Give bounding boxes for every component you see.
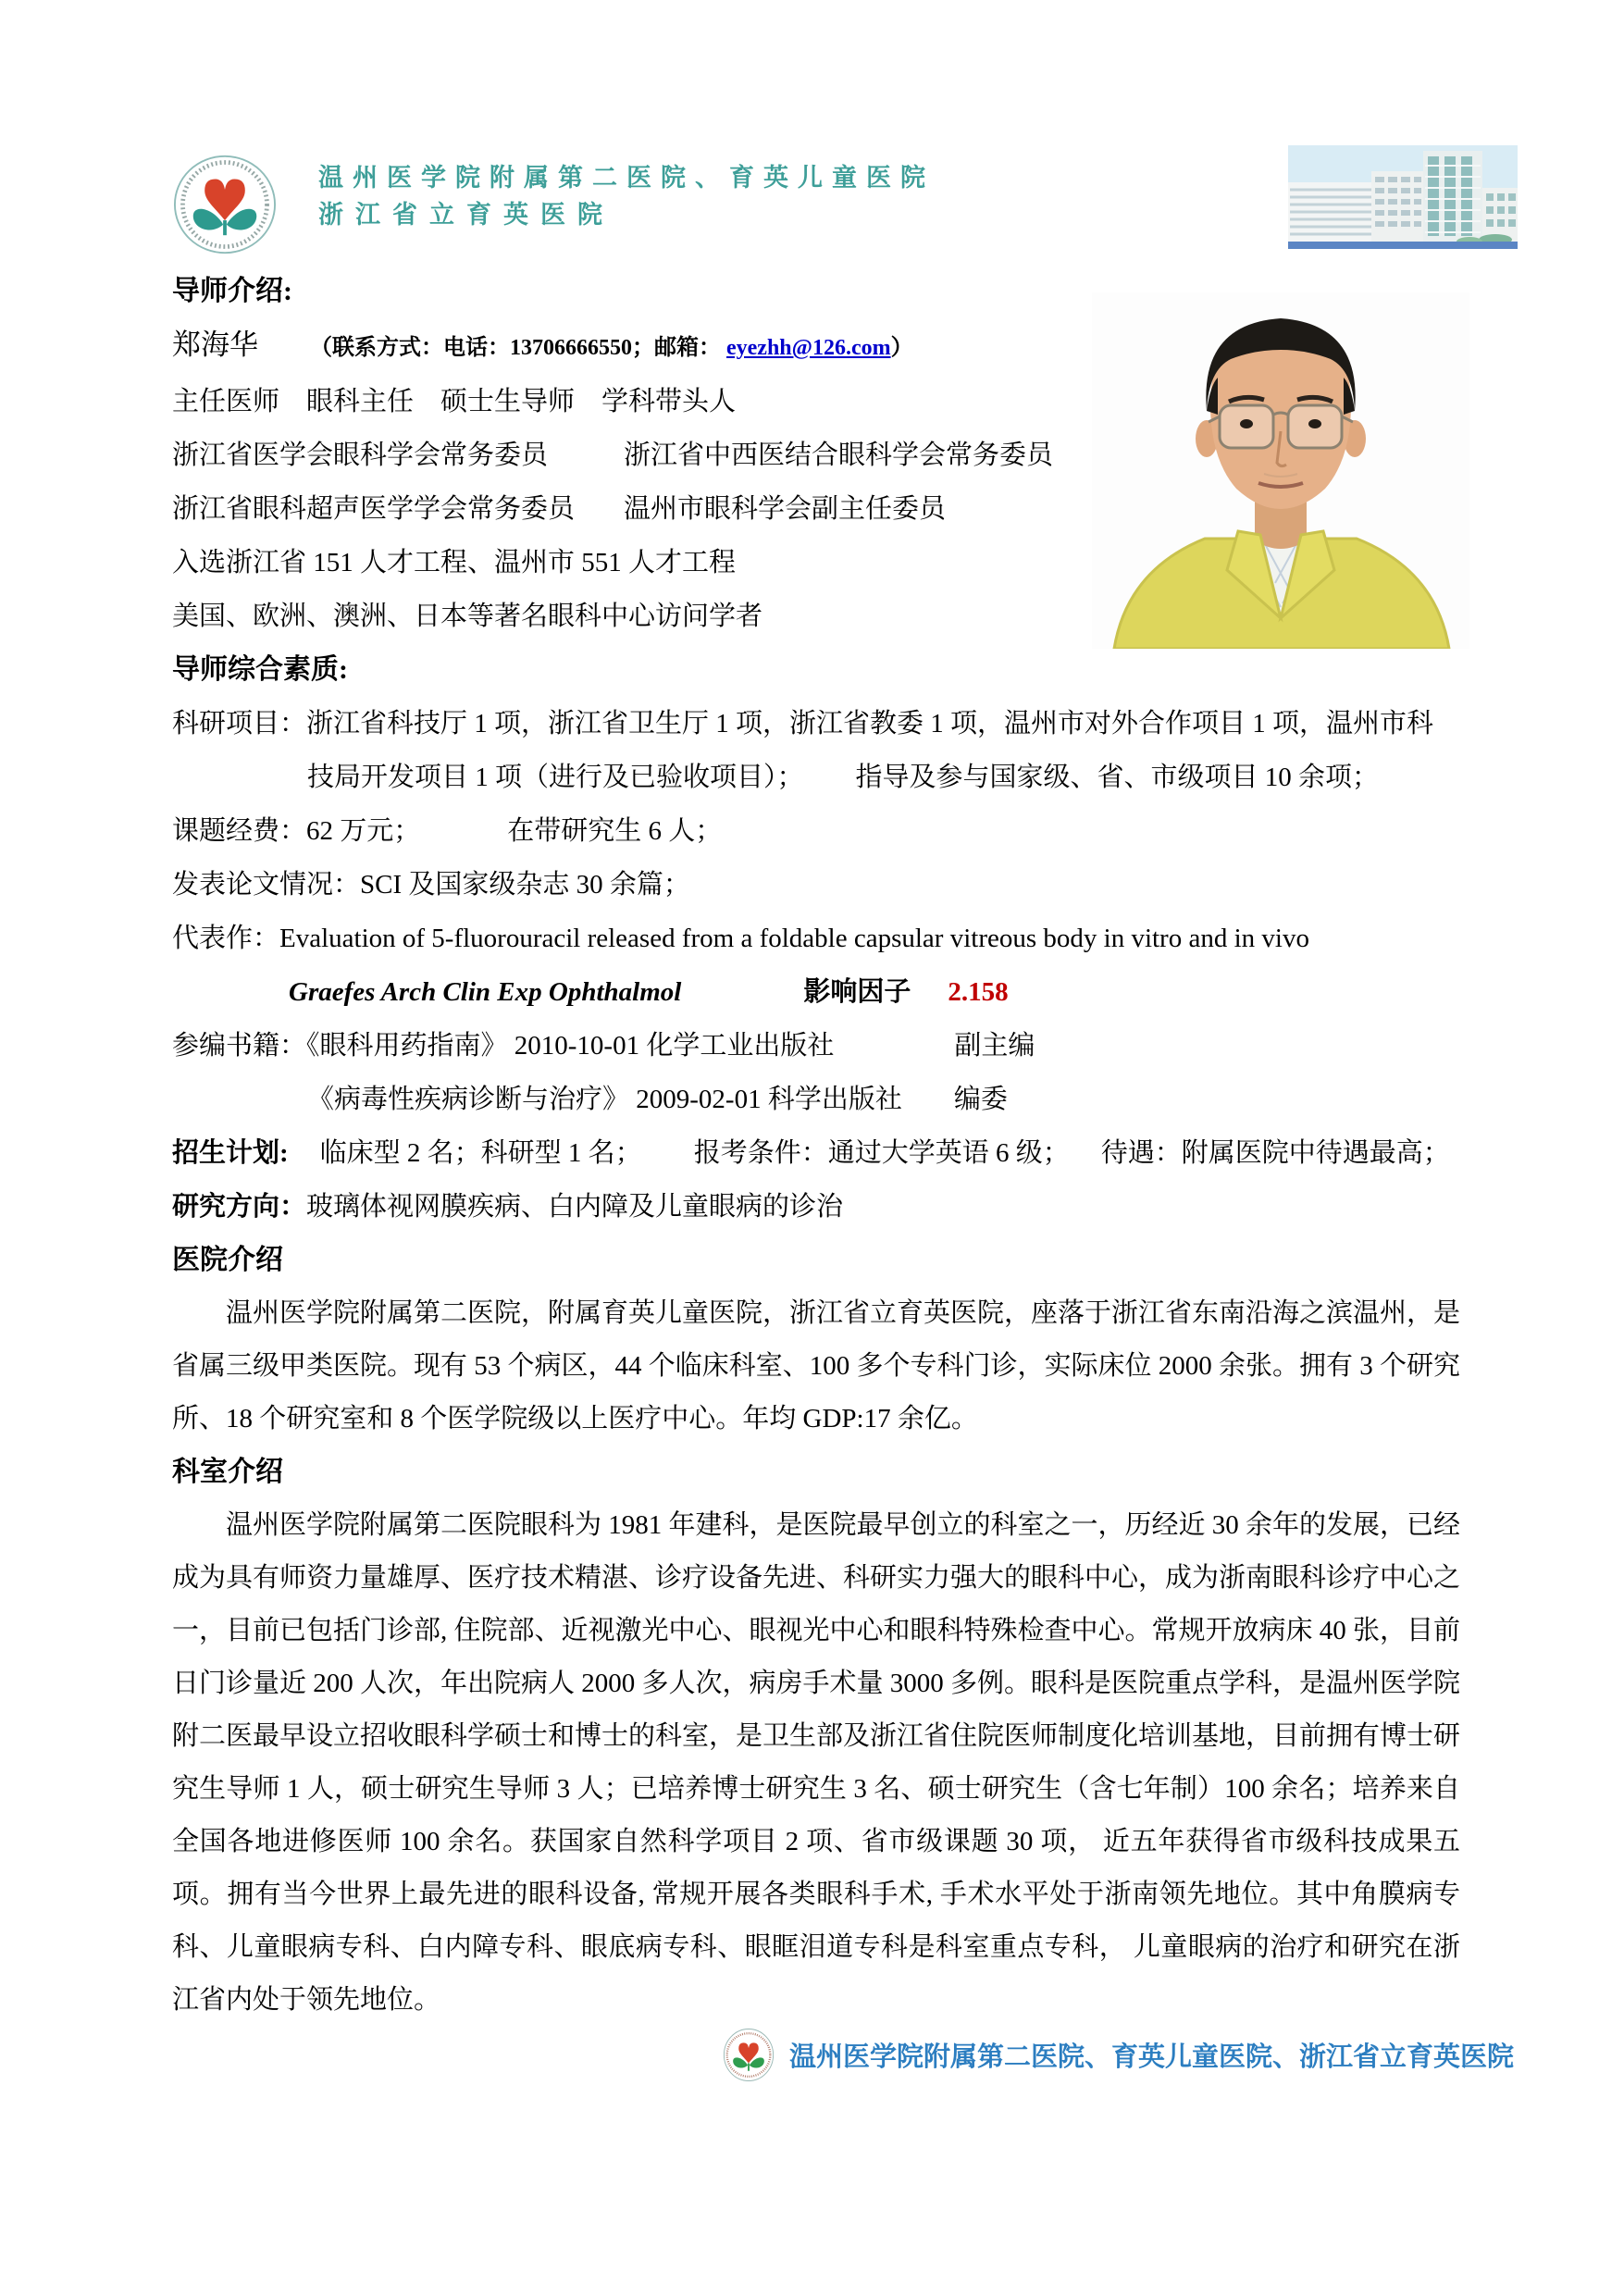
representative-work-line: [172, 912, 1460, 965]
books-label: 参编书籍：: [172, 1031, 307, 1061]
email-link[interactable]: eyezhh@126.com: [726, 336, 891, 360]
book1-title: 《眼科用药指南》 2010-10-01 化学工业出版社: [306, 1031, 835, 1061]
research-direction-line: [172, 1180, 1460, 1234]
funding-amount: 课题经费：62 万元；: [172, 816, 421, 846]
recruitment-requirement: 报考条件：通过大学英语 6 级；: [693, 1138, 1070, 1168]
research-projects-text1: 浙江省科技厅 1 项，浙江省卫生厅 1 项，浙江省教委 1 项，温州市对外合作项目 1 项，温州市科: [306, 709, 1434, 738]
roles-row1: [172, 428, 1460, 482]
students-count: 在带研究生 6 人；: [507, 816, 723, 846]
journal-line: [172, 965, 1460, 1019]
impact-factor-label: 影响因子: [803, 977, 911, 1007]
recruitment-treatment: 待遇：附属医院中待遇最高；: [1100, 1138, 1450, 1168]
research-projects-text2b: 指导及参与国家级、省、市级项目 10 余项；: [855, 763, 1380, 792]
research-projects-line2: [172, 751, 1460, 804]
books-line1: [172, 1019, 1460, 1073]
footer: [723, 2026, 1514, 2084]
role-ultrasound-society: 浙江省眼科超声医学学会常务委员: [172, 494, 576, 524]
department-paragraph: 温州医学院附属第二医院眼科为 1981 年建科，是医院最早创立的科室之一，历经近 30 余年的发展，已经成为具有师资力量雄厚、医疗技术精湛、诊疗设备先进、科研实力强大的眼科中心，成为浙南眼科诊疗中心之一，目前已包括门诊部, 住院部、近视激光中心、眼视光中心和眼科特殊检查中心。常规开放病床 40 张，目前日门诊量近 200 人次，年出院病人 2000 多人次，病房手术量 3000 多例。眼科是医院重点学科，是温州医学院附二医最早设立招收眼科学硕士和博士的科室，是卫生部及浙江省住院医师制度化培训基地，目前拥有博士研究生导师 1 人，硕士研究生导师 3 人；已培养博士研究生 3 名、硕士研究生（含七年制）100 余名；培养来自全国各地进修医师 100 余名。获国家自然科学项目 2 项、省市级课题 30 项， 近五年获得省市级科技成果五项。拥有当今世界上最先进的眼科设备, 常规开展各类眼科手术, 手术水平处于浙南领先地位。其中角膜病专科、儿童眼病专科、白内障专科、眼底病专科、眼眶泪道专科是科室重点专科， 儿童眼病的治疗和研究在浙江省内处于领先地位。: [172, 1510, 1461, 2015]
role-city-society: 温州市眼科学会副主任委员: [624, 494, 947, 524]
role-provincial-society: 浙江省医学会眼科学会常务委员: [172, 441, 549, 470]
representative-label: 代表作：: [172, 924, 280, 953]
hospital-crest-icon: [172, 154, 278, 255]
mentor-intro-heading: 导师介绍:: [172, 276, 292, 306]
research-projects-line1: [172, 697, 1460, 751]
representative-title: Evaluation of 5-fluorouracil released from a foldable capsular vitreous body in vitro and in vivo: [279, 924, 1309, 953]
book2-role: 编委: [953, 1085, 1008, 1114]
mentor-quality-heading: 导师综合素质:: [172, 654, 348, 685]
hospital-buildings-photo: [1288, 145, 1518, 249]
hospital-section-heading: 医院介绍: [172, 1245, 283, 1275]
footer-hospital-crest-icon: [723, 2026, 775, 2084]
research-projects-text2a: 技局开发项目 1 项（进行及已验收项目）；: [307, 763, 804, 792]
books-line2: [172, 1073, 1460, 1126]
journal-name: Graefes Arch Clin Exp Ophthalmol: [289, 977, 682, 1007]
talent-programs-line: 入选浙江省 151 人才工程、温州市 551 人才工程: [172, 548, 737, 577]
contact-suffix: ）: [890, 336, 913, 360]
impact-factor-value: 2.158: [948, 977, 1009, 1007]
hospital-paragraph: 温州医学院附属第二医院，附属育英儿童医院，浙江省立育英医院，座落于浙江省东南沿海之滨温州，是省属三级甲类医院。现有 53 个病区，44 个临床科室、100 多个专科门诊，实际床位 2000 余张。拥有 3 个研究所、18 个研究室和 8 个医学院级以上医疗中心。年均 GDP:17 余亿。: [172, 1298, 1461, 1433]
document-body: [172, 265, 1460, 2027]
research-projects-label: 科研项目：: [172, 709, 307, 738]
header-hospital-name: [318, 159, 935, 233]
titles-line: 主任医师 眼科主任 硕士生导师 学科带头人: [172, 387, 737, 416]
mentor-name: 郑海华: [172, 329, 258, 361]
contact-info: [310, 336, 913, 360]
funding-line: [172, 804, 1460, 858]
department-section-heading: 科室介绍: [172, 1457, 283, 1487]
hospital-name-line1: 温州医学院附属第二医院、育英儿童医院: [318, 164, 935, 192]
visiting-scholar-line: 美国、欧洲、澳洲、日本等著名眼科中心访问学者: [172, 602, 763, 631]
research-direction-text: 玻璃体视网膜疾病、白内障及儿童眼病的诊治: [306, 1192, 844, 1222]
recruitment-label: 招生计划:: [172, 1138, 289, 1168]
contact-prefix: （联系方式：电话：13706666550；邮箱：: [310, 336, 721, 360]
book1-role: 副主编: [954, 1031, 1035, 1061]
papers-line: 发表论文情况：SCI 及国家级杂志 30 余篇；: [172, 870, 690, 900]
book2-title: 《病毒性疾病诊断与治疗》 2009-02-01 科学出版社: [307, 1085, 902, 1114]
hospital-name-line2: 浙江省立育英医院: [318, 201, 614, 229]
recruitment-quota: 临床型 2 名；科研型 1 名；: [319, 1138, 642, 1168]
roles-row2: [172, 482, 1460, 536]
footer-hospital-name: 温州医学院附属第二医院、育英儿童医院、浙江省立育英医院: [789, 2042, 1515, 2072]
name-contact-line: [172, 318, 1460, 375]
role-integrative-society: 浙江省中西医结合眼科学会常务委员: [624, 441, 1054, 470]
recruitment-line: [172, 1126, 1460, 1180]
research-direction-label: 研究方向：: [172, 1192, 307, 1222]
